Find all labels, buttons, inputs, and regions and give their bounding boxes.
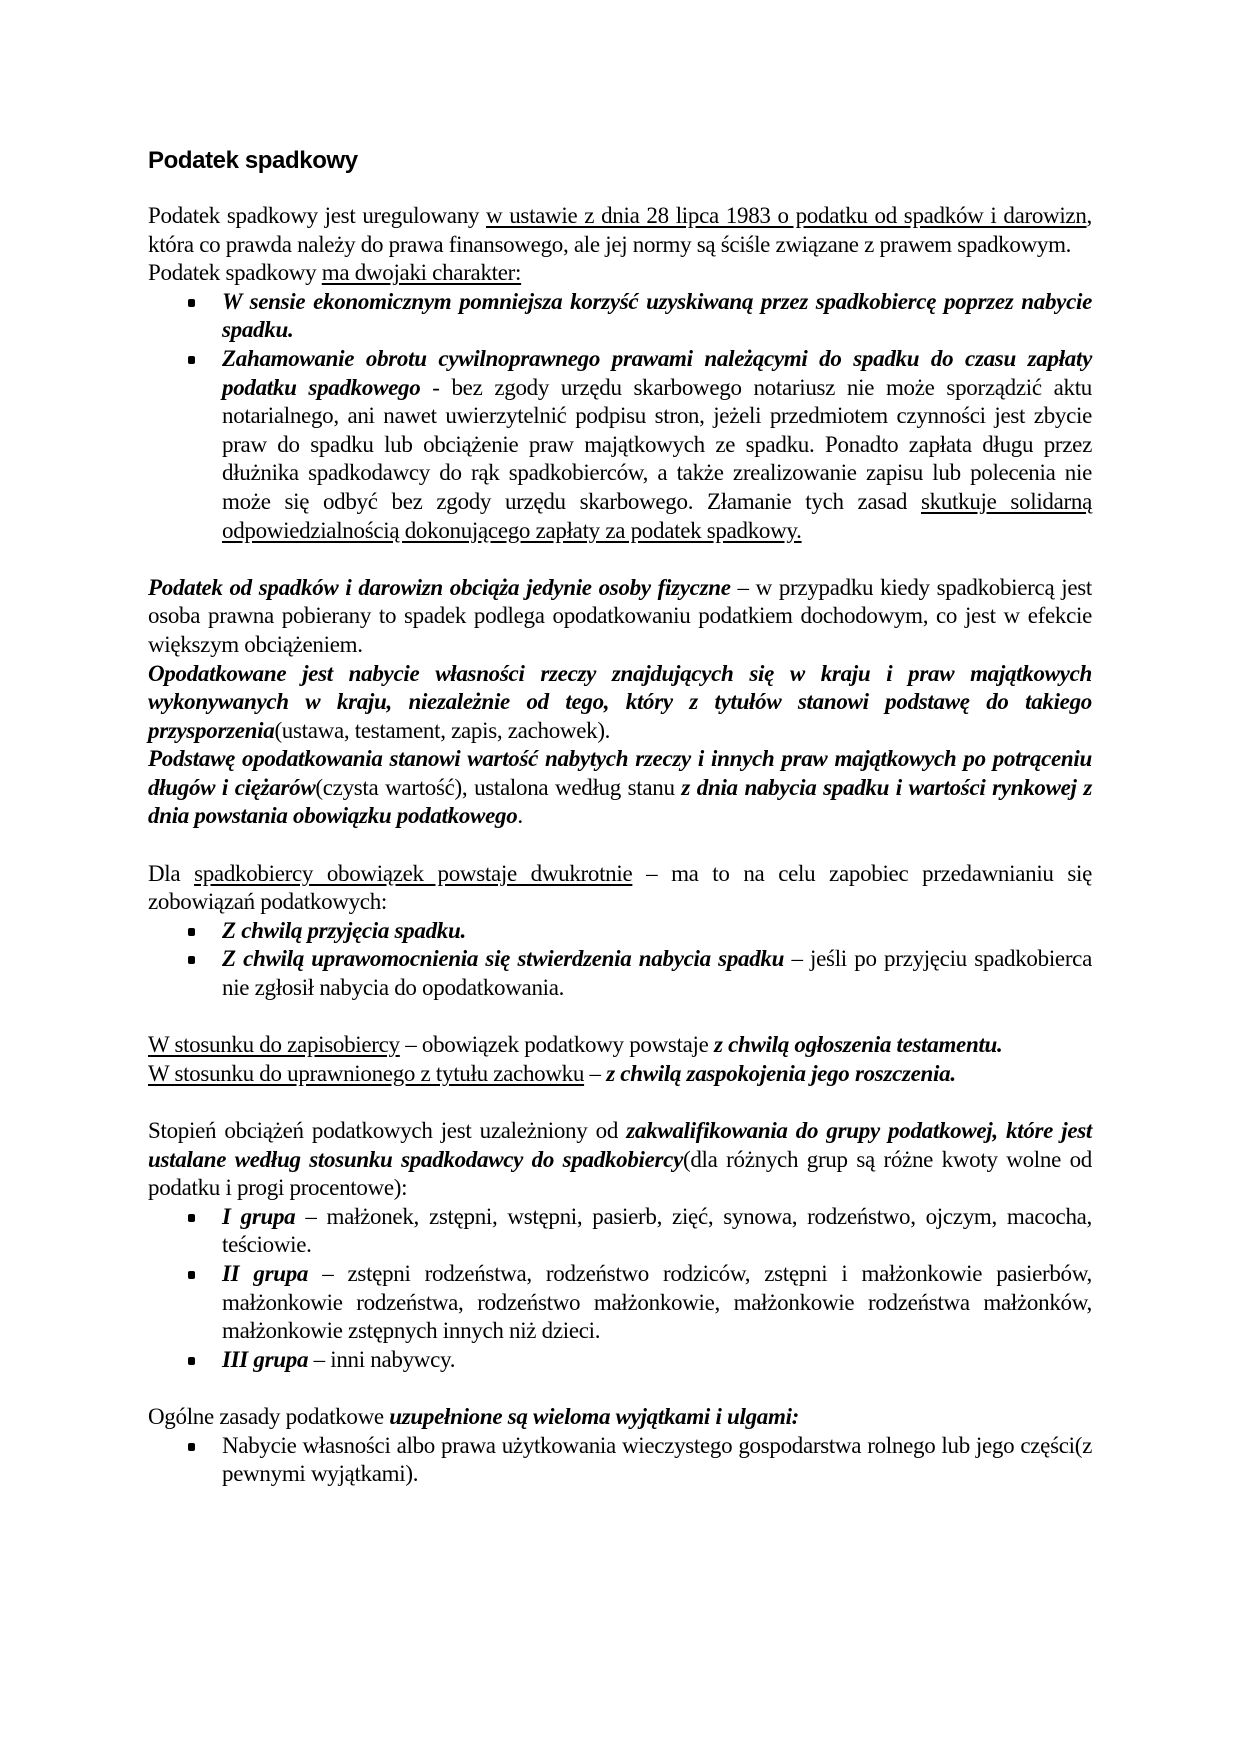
- list-item: [148, 1203, 1092, 1260]
- emphasis: Podatek od spadków i darowizn obciąża jedynie osoby fizyczne: [148, 574, 731, 600]
- spacer: [148, 1088, 1092, 1117]
- text: – obowiązek podatkowy powstaje: [399, 1032, 715, 1058]
- exceptions-list: [148, 1432, 1092, 1489]
- spacer: [148, 1003, 1092, 1032]
- text: Nabycie własności albo prawa użytkowania wieczystego gospodarstwa rolnego lub jego części(z pewnymi wyjątkami).: [222, 1432, 1092, 1487]
- emphasis: III grupa: [222, 1346, 309, 1372]
- text: – zstępni rodzeństwa, rodzeństwo rodziców, zstępni i małżonkowie pasierbów, małżonkowie rodzeństwa, rodzeństwo małżonkowie, małżonkowie rodzeństwa małżonków, małżonkowie zstępnych innych niż dzieci.: [222, 1260, 1093, 1344]
- underlined-text: skutkuje solidarną odpowiedzialnością dokonującego zapłaty za podatek spadkowy.: [222, 488, 1092, 543]
- text: Ogólne zasady podatkowe: [148, 1403, 390, 1429]
- text: – w przypadku kiedy spadkobiercą jest osoba prawna pobierany to spadek podlega opodatkowaniu podatkiem dochodowym, co jest w efekcie większym obciążeniem.: [148, 574, 1092, 657]
- emphasis: z chwilą zaspokojenia jego roszczenia.: [606, 1060, 956, 1086]
- text: Podatek spadkowy jest uregulowany: [148, 203, 486, 228]
- emphasis: z dnia nabycia spadku i wartości rynkowej z dnia powstania obowiązku podatkowego: [148, 774, 1092, 829]
- emphasis: z chwilą ogłoszenia testamentu.: [714, 1032, 1003, 1058]
- paragraph: [148, 1117, 1092, 1203]
- text: – małżonek, zstępni, wstępni, pasierb, zięć, synowa, rodzeństwo, ojczym, macocha, teściowie.: [222, 1203, 1093, 1258]
- emphasis: zakwalifikowania do grupy podatkowej, które jest ustalane według stosunku spadkodawcy do spadkobiercy: [148, 1118, 1093, 1172]
- text: Dla: [148, 860, 195, 886]
- text: – jeśli po przyjęciu spadkobierca nie zgłosił nabycia do opodatkowania.: [222, 946, 1092, 1001]
- paragraph: [148, 1031, 1092, 1060]
- underlined-text: spadkobiercy obowiązek powstaje dwukrotnie: [194, 860, 633, 886]
- law-reference: w ustawie z dnia 28 lipca 1983 o podatku od spadków i darowizn: [486, 203, 1087, 228]
- underlined-text: W stosunku do uprawnionego z tytułu zachowku: [148, 1060, 585, 1086]
- emphasis: II grupa: [222, 1260, 309, 1286]
- underlined-text: W stosunku do zapisobiercy: [148, 1032, 400, 1058]
- underlined-text: ma dwojaki charakter:: [321, 260, 522, 286]
- list-item: [148, 945, 1092, 1002]
- spacer: [148, 831, 1092, 860]
- paragraph: [148, 745, 1092, 831]
- emphasis: uzupełnione są wieloma wyjątkami i ulgami:: [389, 1403, 800, 1429]
- list-item: [148, 1432, 1092, 1489]
- text: (ustawa, testament, zapis, zachowek).: [274, 717, 611, 743]
- spacer: [148, 1374, 1092, 1403]
- paragraph: [148, 574, 1092, 660]
- emphasis: Z chwilą przyjęcia spadku.: [222, 917, 466, 943]
- text: – inni nabywcy.: [308, 1346, 456, 1372]
- emphasis: Podstawę opodatkowania stanowi wartość nabytych rzeczy i innych praw majątkowych po potrąceniu długów i ciężarów: [148, 746, 1092, 800]
- character-list: [148, 288, 1092, 545]
- text: , która co prawda należy do prawa finansowego, ale jej normy są ściśle związane z prawem spadkowym.: [148, 203, 1092, 257]
- text: – ma to na celu zapobiec przedawnianiu się zobowiązań podatkowych:: [148, 860, 1093, 915]
- paragraph: [148, 1403, 1092, 1432]
- list-item: [148, 1346, 1092, 1375]
- spacer: [148, 545, 1092, 574]
- list-item: [148, 917, 1092, 946]
- emphasis: Z chwilą uprawomocnienia się stwierdzenia nabycia spadku: [222, 946, 785, 972]
- tax-group-list: [148, 1203, 1092, 1375]
- obligation-list: [148, 917, 1092, 1003]
- document-page: [148, 146, 1092, 1489]
- page-title: Podatek spadkowy: [148, 147, 358, 174]
- emphasis: Zahamowanie obrotu cywilnoprawnego prawami należącymi do spadku do czasu zapłaty podatku spadkowego: [222, 345, 1092, 400]
- text: - bez zgody urzędu skarbowego notariusz nie może sporządzić aktu notarialnego, ani nawet uwierzytelnić podpisu stron, jeżeli przedmiotem czynności jest zbycie praw do spadku lub obciążenie praw majątkowych ze spadku. Ponadto zapłata długu przez dłużnika spadkodawcy do rąk spadkobierców, a także zrealizowanie zapisu lub polecenia nie może się odbyć bez zgody urzędu skarbowego. Złamanie tych zasad: [222, 374, 1092, 514]
- text: –: [584, 1060, 607, 1086]
- text: (dla różnych grup są różne kwoty wolne od podatku i progi procentowe):: [148, 1146, 1092, 1201]
- paragraph: [148, 660, 1092, 746]
- intro-paragraph: [148, 202, 1092, 259]
- text: .: [517, 803, 523, 829]
- paragraph: [148, 1060, 1092, 1089]
- paragraph: [148, 860, 1092, 917]
- list-item: [148, 288, 1092, 345]
- text: Stopień obciążeń podatkowych jest uzależniony od: [148, 1118, 627, 1143]
- emphasis: W sensie ekonomicznym pomniejsza korzyść uzyskiwaną przez spadkobiercę poprzez nabycie spadku.: [222, 288, 1092, 343]
- character-intro: [148, 259, 1092, 288]
- list-item: [148, 345, 1092, 545]
- text: Podatek spadkowy: [148, 260, 322, 286]
- list-item: [148, 1260, 1092, 1346]
- text: (czysta wartość), ustalona według stanu: [315, 774, 682, 800]
- emphasis: Opodatkowane jest nabycie własności rzeczy znajdujących się w kraju i praw majątkowych wykonywanych w kraju, niezależnie od tego, który z tytułów stanowi podstawę do takiego przysporzenia: [148, 660, 1092, 743]
- emphasis: I grupa: [222, 1203, 296, 1229]
